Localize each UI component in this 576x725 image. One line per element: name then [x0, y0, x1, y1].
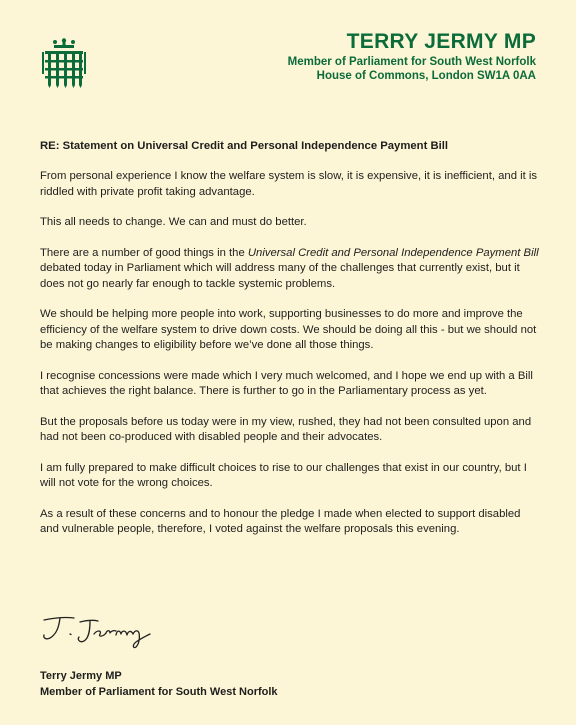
- letter-body: [40, 139, 540, 553]
- paragraph-3-lead: There are a number of good things in the: [40, 246, 248, 259]
- paragraph-3: [40, 246, 540, 293]
- paragraph-3-rest: debated today in Parliament which will address many of the challenges that currently exist, but it does not go nearly far enough to tackle systemic problems.: [40, 262, 520, 290]
- signatory-name: Terry Jermy MP: [40, 670, 122, 682]
- paragraph-8: As a result of these concerns and to honour the pledge I made when elected to support disabled and vulnerable people, therefore, I voted against the welfare proposals this evening.: [40, 507, 521, 535]
- paragraph-5: I recognise concessions were made which I very much welcomed, and I hope we end up with a Bill that achieves the right balance. There is further to go in the Parliamentary process as yet.: [40, 369, 533, 397]
- bill-title: Universal Credit and Personal Independence Payment Bill: [247, 246, 539, 259]
- paragraph-7: I am fully prepared to make difficult choices to rise to our challenges that exist in our country, but I will not vote for the wrong choices.: [40, 461, 527, 489]
- paragraph-6: But the proposals before us today were in my view, rushed, they had not been consulted upon and had not been co-produced with disabled people and their advocates.: [40, 415, 532, 443]
- letterhead: [0, 0, 576, 110]
- mp-name: TERRY JERMY MP: [346, 30, 536, 53]
- handwritten-signature: [40, 608, 160, 650]
- mp-role: Member of Parliament for South West Norfolk: [287, 56, 536, 68]
- portcullis-icon: [40, 38, 88, 88]
- mp-address: House of Commons, London SW1A 0AA: [316, 70, 536, 82]
- letter-subject: RE: Statement on Universal Credit and Personal Independence Payment Bill: [40, 140, 449, 152]
- paragraph-2: This all needs to change. We can and must do better.: [40, 216, 307, 228]
- paragraph-1: From personal experience I know the welfare system is slow, it is expensive, it is inefficient, and it is riddled with private profit taking advantage.: [40, 170, 538, 198]
- paragraph-4: We should be helping more people into work, supporting businesses to do more and improve the efficiency of the welfare system to drive down costs. We should be doing all this - but we should not be making changes to eligibility before we’ve done all those things.: [40, 308, 537, 351]
- signatory-title: Member of Parliament for South West Norfolk: [40, 686, 278, 698]
